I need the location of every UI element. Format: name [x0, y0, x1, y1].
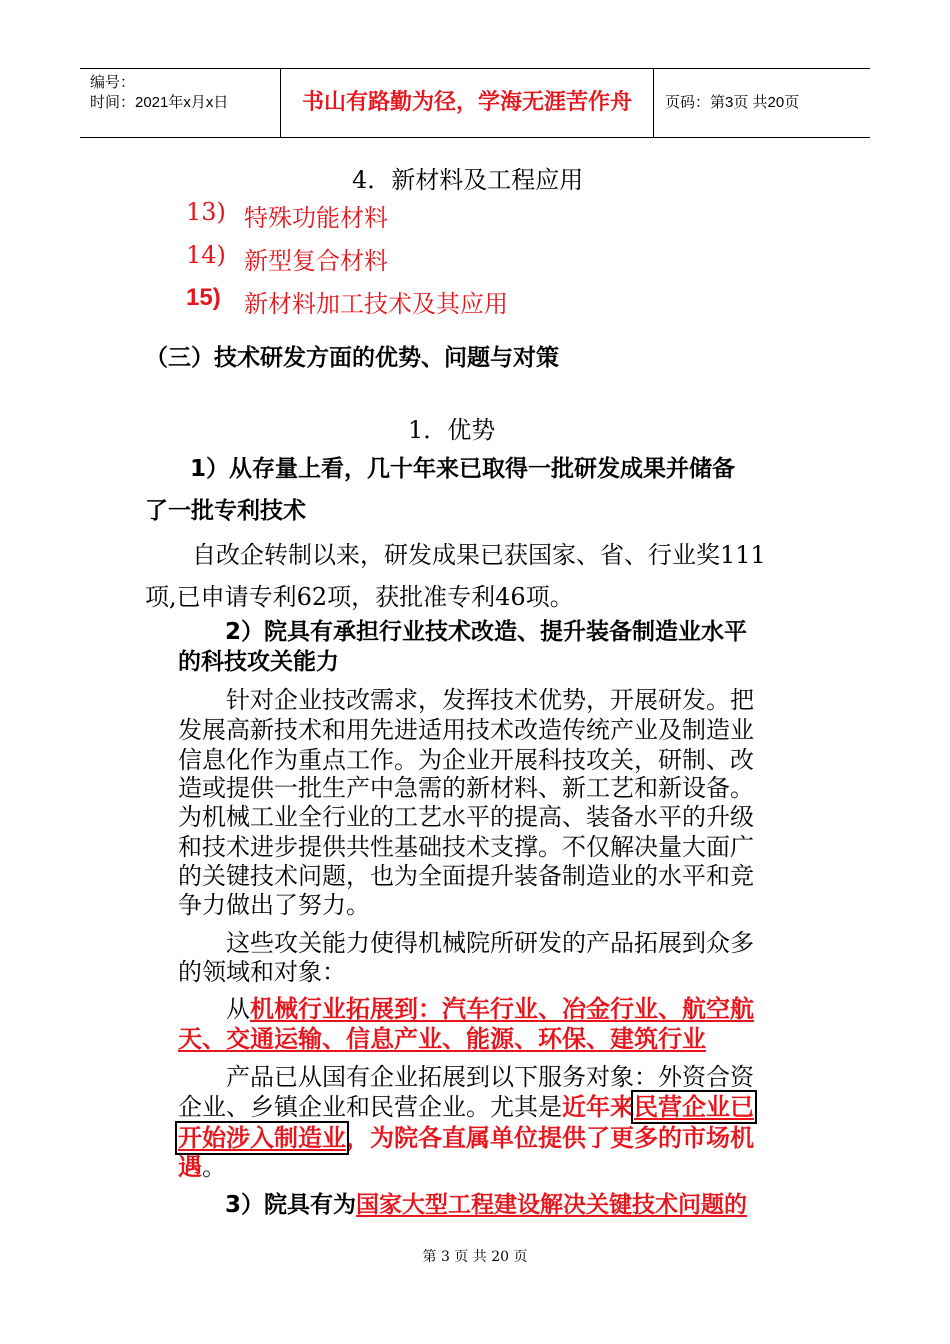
paragraph-4-red-2: 汽车行业、冶金行业、航空航: [442, 995, 754, 1023]
section-4-title: 4．新材料及工程应用: [352, 166, 584, 194]
heading-2-line-1: 2）院具有承担行业技术改造、提升装备制造业水平: [225, 619, 748, 645]
paragraph-2-line-1: 针对企业技改需求，发挥技术优势，开展研发。把: [226, 686, 754, 714]
paragraph-5-line-3: [178, 1118, 754, 1153]
paragraph-2-line-6: 和技术进步提供共性基础技术支撑。不仅解决量大面广: [178, 833, 754, 861]
paragraph-2-line-3: 信息化作为重点工作。为企业开展科技攻关，研制、改: [178, 746, 754, 774]
paragraph-2-line-7: 的关键技术问题，也为全面提升装备制造业的水平和竞: [178, 862, 754, 890]
page-header: [80, 68, 870, 138]
paragraph-2-line-8: 争力做出了努力。: [178, 891, 370, 919]
list-item-13-text: 特殊功能材料: [244, 204, 388, 232]
paragraph-5-line-2: [178, 1087, 754, 1122]
heading-2-line-2: 的科技攻关能力: [178, 649, 339, 675]
paragraph-2-line-4: 造或提供一批生产中急需的新材料、新工艺和新设备。: [178, 774, 754, 802]
paragraph-5-line-2-c: 民营企业已: [634, 1093, 754, 1121]
paragraph-5-line-1: 产品已从国有企业拓展到以下服务对象：外资合资: [226, 1063, 754, 1091]
paragraph-5-line-4-b: 。: [202, 1153, 226, 1181]
heading-1-line-2: 了一批专利技术: [145, 498, 306, 524]
heading-3: [225, 1186, 747, 1219]
paragraph-5-line-2-a: 企业、乡镇企业和民营企业。尤其是: [178, 1093, 562, 1121]
paragraph-5-line-4: [178, 1147, 226, 1182]
list-item-15-text: 新材料加工技术及其应用: [244, 290, 508, 318]
code-label: 编号：: [90, 74, 136, 91]
paragraph-5-line-2-b: 近年来: [562, 1093, 634, 1121]
advantages-title: 1．优势: [408, 416, 496, 444]
time-label: 时间：2021年x月x日: [90, 94, 229, 111]
list-item-14-text: 新型复合材料: [244, 247, 388, 275]
paragraph-4-line-2: 天、交通运输、信息产业、能源、环保、建筑行业: [178, 1025, 706, 1053]
heading-1-line-1: 1）从存量上看，几十年来已取得一批研发成果并储备: [190, 456, 736, 482]
header-motto: 书山有路勤为径，学海无涯苦作舟: [281, 69, 654, 137]
page-footer: 第 3 页 共 20 页: [422, 1249, 528, 1265]
paragraph-2-line-5: 为机械工业全行业的工艺水平的提高、装备水平的升级: [178, 803, 754, 831]
list-item-13-number: 13): [186, 198, 226, 226]
paragraph-4-prefix: 从: [226, 995, 250, 1023]
paragraph-5-line-4-a: 遇: [178, 1153, 202, 1181]
paragraph-5-line-3-a: 开始涉入制造业: [178, 1124, 346, 1152]
header-page-info: 页码：第3页 共20页: [665, 94, 800, 111]
part-3-heading: （三）技术研发方面的优势、问题与对策: [145, 345, 559, 371]
heading-3-a: 3）院具有为: [225, 1192, 357, 1218]
paragraph-4-red-1: 机械行业拓展到：: [250, 995, 442, 1023]
paragraph-5-line-3-b: ，为院各直属单位提供了更多的市场机: [346, 1124, 754, 1152]
list-item-14-number: 14): [186, 241, 226, 269]
paragraph-1-line-2: 项,已申请专利62项，获批准专利46项。: [145, 583, 574, 611]
header-meta-cell: [80, 69, 281, 137]
paragraph-3-line-1: 这些攻关能力使得机械院所研发的产品拓展到众多: [226, 929, 754, 957]
paragraph-1-line-1: 自改企转制以来，研发成果已获国家、省、行业奖111: [192, 541, 766, 569]
paragraph-2-line-2: 发展高新技术和用先进适用技术改造传统产业及制造业: [178, 716, 754, 744]
paragraph-3-line-2: 的领域和对象：: [178, 958, 346, 986]
list-item-15-number: 15): [186, 284, 221, 311]
heading-3-b: 国家大型工程建设解决关键技术问题的: [356, 1192, 748, 1218]
